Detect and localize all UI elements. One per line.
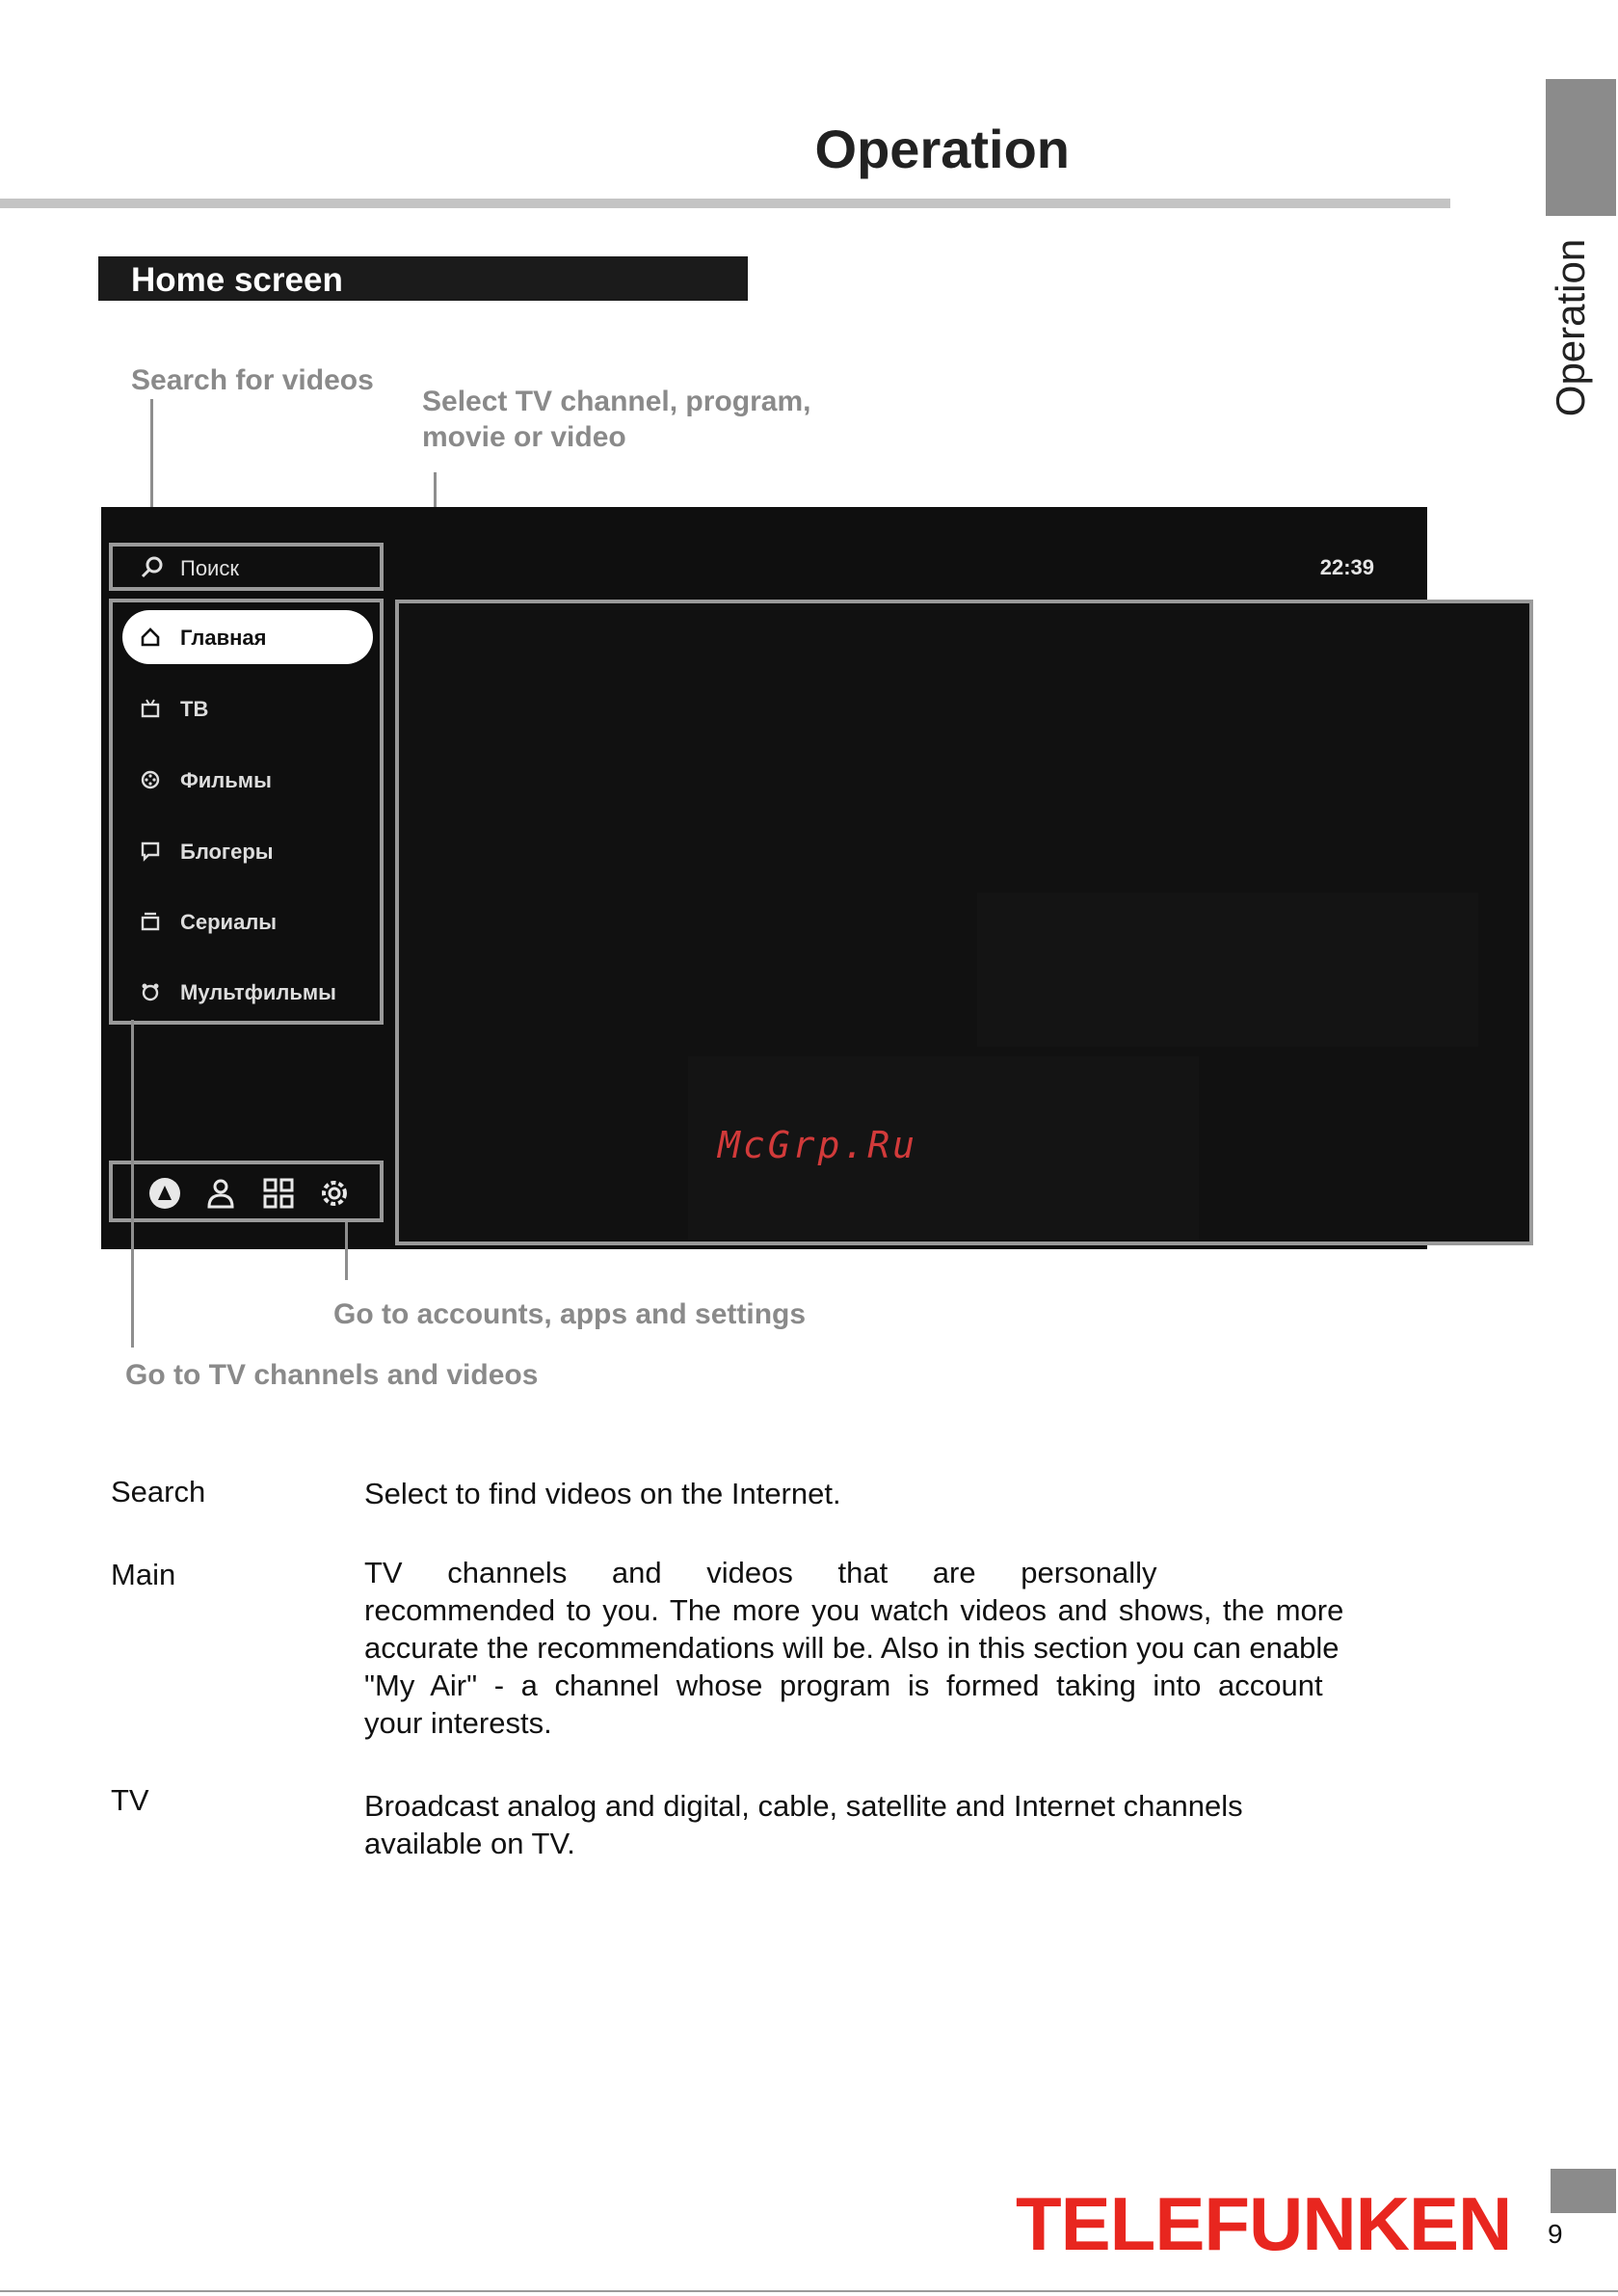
search-label: Поиск bbox=[180, 556, 239, 580]
header-rule bbox=[0, 199, 1450, 208]
desc-line: accurate the recommendations will be. Also in this section you can enable bbox=[364, 1631, 1339, 1665]
search-button[interactable] bbox=[109, 543, 384, 591]
desc-line: available on TV. bbox=[364, 1827, 575, 1860]
home-icon bbox=[140, 627, 161, 648]
desc-search bbox=[364, 1475, 1405, 1512]
side-tab-label bbox=[1527, 238, 1614, 417]
nav-item-series[interactable] bbox=[122, 894, 373, 948]
desc-line: your interests. bbox=[364, 1706, 552, 1740]
account-icon[interactable] bbox=[203, 1176, 238, 1211]
brand-logo: TELEFUNKEN bbox=[1016, 2181, 1512, 2266]
alice-icon[interactable] bbox=[147, 1176, 182, 1211]
nav-item-label: Мультфильмы bbox=[180, 980, 336, 1004]
watermark: McGrp.Ru bbox=[718, 1124, 918, 1166]
desc-tv bbox=[364, 1787, 1405, 1862]
settings-gear-icon[interactable] bbox=[317, 1176, 352, 1211]
tv-home-screen bbox=[101, 507, 1427, 1249]
desc-line: TV channels and videos that are personally bbox=[364, 1556, 1157, 1589]
desc-line: Broadcast analog and digital, cable, satellite and Internet channels bbox=[364, 1789, 1243, 1823]
tv-icon bbox=[140, 698, 161, 719]
side-tab-text: Operation bbox=[1548, 238, 1593, 417]
nav-item-cartoons[interactable] bbox=[122, 965, 373, 1019]
callout-accounts: Go to accounts, apps and settings bbox=[333, 1298, 807, 1330]
content-area[interactable] bbox=[395, 600, 1533, 1245]
side-tab-block bbox=[1546, 79, 1616, 216]
section-heading: Home screen bbox=[131, 261, 343, 299]
desc-line: recommended to you. The more you watch videos and shows, the more bbox=[364, 1593, 1344, 1627]
bottom-toolbar bbox=[109, 1161, 384, 1222]
search-icon bbox=[140, 555, 165, 580]
leader-line-channels bbox=[131, 1020, 134, 1348]
apps-grid-icon[interactable] bbox=[261, 1176, 296, 1211]
clock: 22:39 bbox=[1319, 555, 1374, 579]
page-number: 9 bbox=[1548, 2219, 1563, 2249]
callout-select-line2: movie or video bbox=[422, 421, 626, 453]
desc-main bbox=[364, 1554, 1405, 1742]
callout-select-line1: Select TV channel, program, bbox=[422, 386, 811, 417]
term-main: Main bbox=[111, 1558, 176, 1591]
desc-line: Select to find videos on the Internet. bbox=[364, 1477, 841, 1510]
nav-item-label: ТВ bbox=[180, 697, 209, 721]
nav-item-bloggers[interactable] bbox=[122, 824, 373, 878]
stack-icon bbox=[140, 911, 161, 932]
term-tv: TV bbox=[111, 1783, 149, 1817]
footer-tab-block bbox=[1551, 2169, 1616, 2213]
desc-line: "My Air" - a channel whose program is formed taking into account bbox=[364, 1669, 1323, 1702]
nav-item-home[interactable] bbox=[122, 610, 373, 664]
alarm-clock-icon bbox=[140, 981, 161, 1002]
nav-menu bbox=[109, 599, 384, 1025]
nav-item-tv[interactable] bbox=[122, 681, 373, 735]
leader-line-accounts bbox=[345, 1222, 348, 1280]
callout-search: Search for videos bbox=[131, 364, 374, 396]
chat-bubble-icon bbox=[140, 841, 161, 862]
term-search: Search bbox=[111, 1475, 206, 1508]
nav-item-label: Фильмы bbox=[180, 768, 272, 792]
callout-channels: Go to TV channels and videos bbox=[125, 1359, 539, 1391]
nav-item-label: Главная bbox=[180, 626, 267, 650]
content-tile bbox=[977, 893, 1478, 1047]
nav-item-label: Сериалы bbox=[180, 910, 278, 934]
film-reel-icon bbox=[140, 769, 161, 790]
nav-item-films[interactable] bbox=[122, 753, 373, 807]
nav-item-label: Блогеры bbox=[180, 840, 274, 864]
footer-rule bbox=[0, 2290, 1618, 2292]
section-heading-bar bbox=[98, 256, 748, 301]
page-title: Operation bbox=[814, 119, 1070, 179]
